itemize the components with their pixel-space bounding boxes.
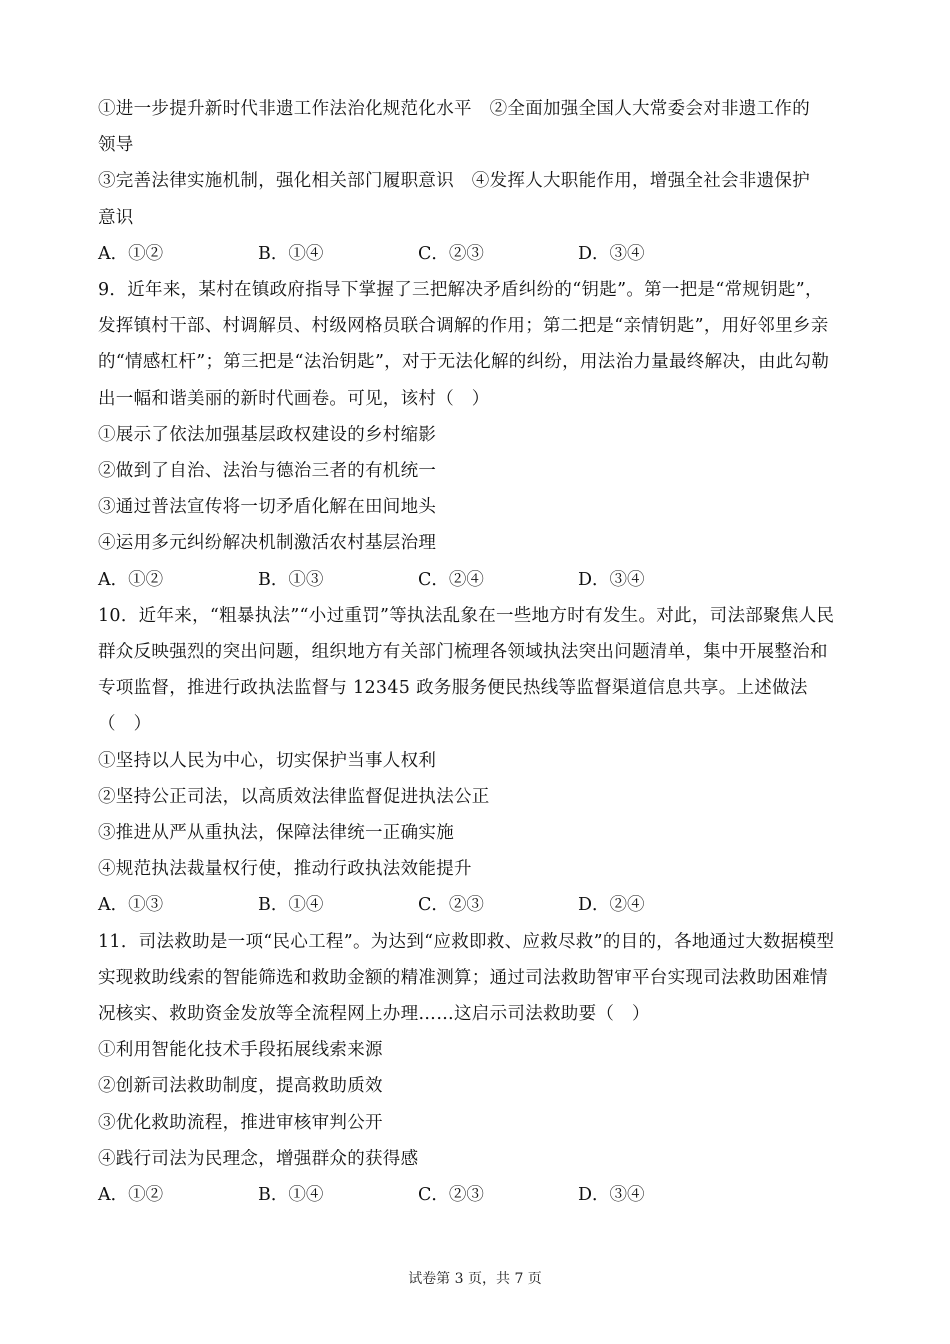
question-option-line: ③推进从严从重执法，保障法律统一正确实施	[98, 823, 454, 844]
question-option-line: ④规范执法裁量权行使，推动行政执法效能提升	[98, 859, 472, 880]
question-option-line: ②做到了自治、法治与德治三者的有机统一	[98, 461, 437, 482]
question-option-line: ②坚持公正司法，以高质效法律监督促进执法公正	[98, 786, 490, 807]
answer-choices	[98, 1177, 858, 1213]
question-stem-line: 10．近年来，“粗暴执法”“小过重罚”等执法乱象在一些地方时有发生。对此，司法部聚焦人民	[98, 605, 835, 626]
answer-choices	[98, 887, 858, 923]
answer-choice-b: B．①④	[258, 1185, 324, 1206]
answer-choice-b: B．①④	[258, 243, 324, 264]
question-stem-line: 群众反映强烈的突出问题，组织地方有关部门梳理各领域执法突出问题清单，集中开展整治和	[98, 642, 828, 663]
question-option-line: 意识	[98, 207, 134, 228]
answer-choice-c: C．②④	[418, 569, 484, 590]
answer-choice-b: B．①③	[258, 569, 324, 590]
question-option-line: ①展示了依法加强基层政权建设的乡村缩影	[98, 424, 437, 445]
answer-choice-c: C．②③	[418, 895, 484, 916]
question-stem-line: （ ）	[98, 714, 152, 735]
answer-choice-a: A．①②	[98, 243, 164, 264]
question-option-line: ②创新司法救助制度，提高救助质效	[98, 1076, 383, 1097]
answer-choice-a: A．①②	[98, 1185, 164, 1206]
answer-choice-c: C．②③	[418, 243, 484, 264]
answer-choices	[98, 236, 858, 272]
question-option-line: ④运用多元纠纷解决机制激活农村基层治理	[98, 533, 437, 554]
question-9	[98, 272, 858, 598]
answer-choice-c: C．②③	[418, 1185, 484, 1206]
question-option-line: ③通过普法宣传将一切矛盾化解在田间地头	[98, 497, 437, 518]
question-10	[98, 598, 858, 924]
question-stem-line: 11．司法救助是一项“民心工程”。为达到“应救即救、应救尽救”的目的，各地通过大数据模型	[98, 931, 835, 952]
question-stem-line: 的“情感杠杆”；第三把是“法治钥匙”，对于无法化解的纠纷，用法治力量最终解决，由此勾勒	[98, 352, 830, 373]
question-stem-line: 况核实、救助资金发放等全流程网上办理……这启示司法救助要（ ）	[98, 1004, 650, 1025]
question-8-remainder	[98, 91, 858, 272]
question-stem-line: 9．近年来，某村在镇政府指导下掌握了三把解决矛盾纠纷的“钥匙”。第一把是“常规钥匙”，	[98, 280, 823, 301]
answer-choice-d: D．③④	[578, 1185, 645, 1206]
question-stem-line: 发挥镇村干部、村调解员、村级网格员联合调解的作用；第二把是“亲情钥匙”，用好邻里乡亲	[98, 316, 829, 337]
answer-choice-a: A．①③	[98, 895, 164, 916]
question-stem-line: 出一幅和谐美丽的新时代画卷。可见，该村（ ）	[98, 388, 490, 409]
answer-choice-a: A．①②	[98, 569, 164, 590]
question-stem-line: 专项监督，推进行政执法监督与 12345 政务服务便民热线等监督渠道信息共享。上述做法	[98, 678, 808, 699]
answer-choice-b: B．①④	[258, 895, 324, 916]
question-option-line: ③完善法律实施机制，强化相关部门履职意识 ④发挥人大职能作用，增强全社会非遗保护	[98, 171, 810, 192]
page-footer: 试卷第 3 页，共 7 页	[408, 1271, 542, 1287]
page-content	[98, 91, 858, 1213]
question-option-line: ①坚持以人民为中心，切实保护当事人权利	[98, 750, 437, 771]
question-stem-line: 实现救助线索的智能筛选和救助金额的精准测算；通过司法救助智审平台实现司法救助困难情	[98, 967, 828, 988]
question-option-line: 领导	[98, 135, 134, 156]
question-option-line: ④践行司法为民理念，增强群众的获得感	[98, 1148, 419, 1169]
answer-choice-d: D．③④	[578, 243, 645, 264]
answer-choice-d: D．②④	[578, 895, 645, 916]
question-11	[98, 924, 858, 1214]
question-option-line: ③优化救助流程，推进审核审判公开	[98, 1112, 383, 1133]
question-option-line: ①进一步提升新时代非遗工作法治化规范化水平 ②全面加强全国人大常委会对非遗工作的	[98, 99, 810, 119]
question-option-line: ①利用智能化技术手段拓展线索来源	[98, 1040, 383, 1061]
answer-choice-d: D．③④	[578, 569, 645, 590]
answer-choices	[98, 562, 858, 598]
